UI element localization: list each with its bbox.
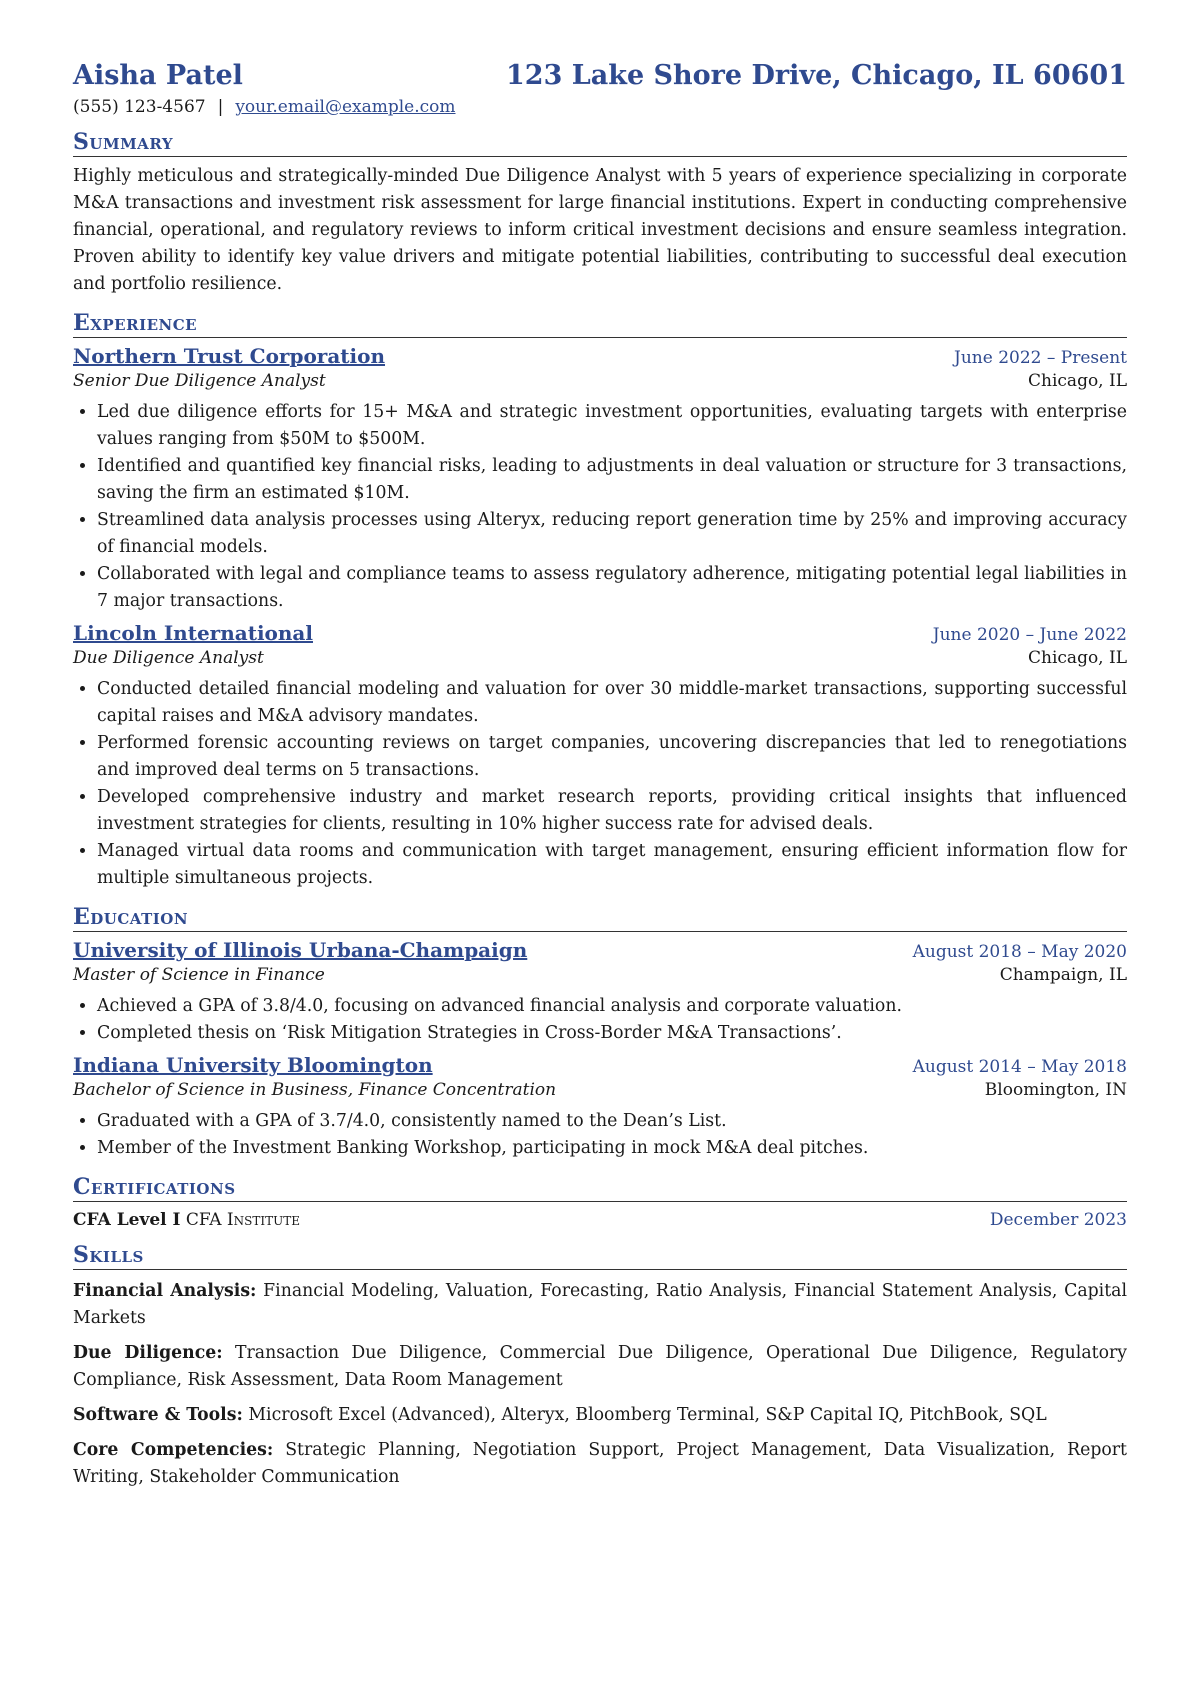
contact-line [73, 97, 1127, 117]
summary-text: Highly meticulous and strategically-minded Due Diligence Analyst with 5 years of experience specializing in corporate M&A transactions and investment risk assessment for large financial institutions. Expert in conducting comprehensive financial, operational, and regulatory reviews to inform critical investment decisions and ensure seamless integration. Proven ability to identify key value drivers and mitigate potential liabilities, contributing to successful deal execution and portfolio resilience. [73, 166, 1127, 294]
bullet-list [73, 993, 1127, 1047]
school-link[interactable]: Indiana University Bloomington [73, 1053, 433, 1077]
bullet-item: • Collaborated with legal and compliance teams to assess regulatory adherence, mitigating potential legal liabilities in 7 major transactions. [97, 561, 1127, 615]
school-location: Bloomington, IN [984, 1080, 1127, 1100]
bullet-item: • Conducted detailed financial modeling and valuation for over 30 middle-market transactions, supporting successful capital raises and M&A advisory mandates. [97, 676, 1127, 730]
certification-date: December 2023 [989, 1210, 1127, 1230]
education-entry [73, 1053, 1127, 1162]
bullet-list [73, 1108, 1127, 1162]
school-location: Champaign, IL [999, 965, 1127, 985]
header [73, 60, 1127, 91]
skill-line [73, 1437, 1127, 1491]
bullet-item: • Led due diligence efforts for 15+ M&A and strategic investment opportunities, evaluating targets with enterprise values ranging from $50M to $500M. [97, 399, 1127, 453]
skill-text: Transaction Due Diligence, Commercial Due Diligence, Operational Due Diligence, Regulatory Compliance, Risk Assessment, Data Room Management [73, 1343, 1127, 1390]
experience-entry [73, 621, 1127, 892]
education-entry [73, 938, 1127, 1047]
email-link[interactable]: your.email@example.com [235, 97, 456, 117]
job-location: Chicago, IL [1028, 371, 1127, 391]
employment-dates: June 2022 – Present [954, 348, 1127, 368]
skill-label: Due Diligence: [73, 1343, 223, 1363]
section-title-summary: Summary [73, 129, 1127, 157]
skill-text: Strategic Planning, Negotiation Support, Project Management, Data Visualization, Report Writing, Stakeholder Communication [73, 1440, 1127, 1487]
employment-dates: June 2020 – June 2022 [932, 625, 1127, 645]
address: 123 Lake Shore Drive, Chicago, IL 60601 [506, 60, 1127, 91]
skill-line [73, 1340, 1127, 1394]
skill-label: Financial Analysis: [73, 1281, 257, 1301]
skill-label: Software & Tools: [73, 1405, 243, 1425]
bullet-list [73, 399, 1127, 615]
bullet-item: • Performed forensic accounting reviews on target companies, uncovering discrepancies that led to renegotiations and improved deal terms on 5 transactions. [97, 730, 1127, 784]
bullet-item: • Graduated with a GPA of 3.7/4.0, consistently named to the Dean’s List. [97, 1108, 1127, 1135]
certification-entry [73, 1210, 1127, 1230]
certification-issuer: CFA Institute [185, 1210, 300, 1230]
bullet-item: • Member of the Investment Banking Workshop, participating in mock M&A deal pitches. [97, 1135, 1127, 1162]
bullet-item: • Managed virtual data rooms and communication with target management, ensuring efficient information flow for multiple simultaneous projects. [97, 838, 1127, 892]
skill-text: Financial Modeling, Valuation, Forecasting, Ratio Analysis, Financial Statement Analysis, Capital Markets [73, 1281, 1127, 1328]
education-dates: August 2014 – May 2018 [912, 1057, 1127, 1077]
certification-name: CFA Level I [73, 1210, 181, 1230]
skill-line [73, 1402, 1127, 1429]
section-title-certifications: Certifications [73, 1174, 1127, 1202]
bullet-item: • Developed comprehensive industry and market research reports, providing critical insights that influenced investment strategies for clients, resulting in 10% higher success rate for advised deals. [97, 784, 1127, 838]
school-link[interactable]: University of Illinois Urbana-Champaign [73, 938, 528, 962]
phone: (555) 123-4567 [73, 97, 206, 117]
employer-link[interactable]: Northern Trust Corporation [73, 344, 386, 368]
candidate-name: Aisha Patel [73, 60, 243, 91]
bullet-list [73, 676, 1127, 892]
skill-label: Core Competencies: [73, 1440, 274, 1460]
contact-separator: | [217, 97, 224, 117]
skill-line [73, 1278, 1127, 1332]
resume-page [73, 60, 1127, 1491]
section-title-education: Education [73, 904, 1127, 932]
bullet-item: • Completed thesis on ‘Risk Mitigation Strategies in Cross-Border M&A Transactions’. [97, 1020, 1127, 1047]
job-title: Due Diligence Analyst [73, 648, 264, 668]
degree: Master of Science in Finance [73, 965, 325, 985]
section-title-experience: Experience [73, 310, 1127, 338]
bullet-item: • Achieved a GPA of 3.8/4.0, focusing on advanced financial analysis and corporate valuation. [97, 993, 1127, 1020]
job-location: Chicago, IL [1028, 648, 1127, 668]
bullet-item: • Streamlined data analysis processes using Alteryx, reducing report generation time by 25% and improving accuracy of financial models. [97, 507, 1127, 561]
education-dates: August 2018 – May 2020 [912, 942, 1127, 962]
section-title-skills: Skills [73, 1242, 1127, 1270]
skill-text: Microsoft Excel (Advanced), Alteryx, Bloomberg Terminal, S&P Capital IQ, PitchBook, SQL [248, 1405, 1047, 1425]
bullet-item: • Identified and quantified key financial risks, leading to adjustments in deal valuation or structure for 3 transactions, saving the firm an estimated $10M. [97, 453, 1127, 507]
degree: Bachelor of Science in Business, Finance Concentration [73, 1080, 557, 1100]
employer-link[interactable]: Lincoln International [73, 621, 313, 645]
job-title: Senior Due Diligence Analyst [73, 371, 326, 391]
experience-entry [73, 344, 1127, 615]
